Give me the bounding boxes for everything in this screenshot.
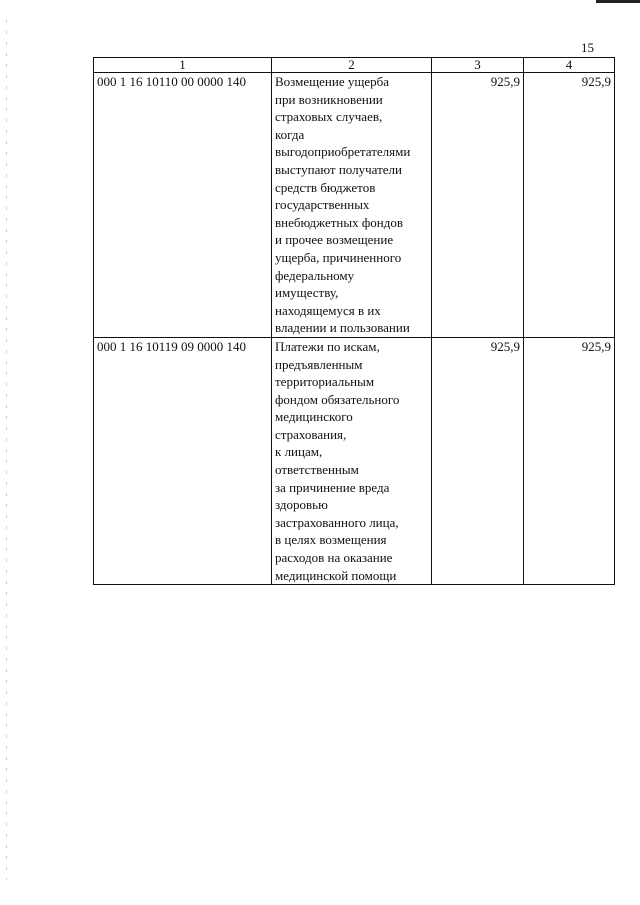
amount-col-4: 925,9 bbox=[524, 73, 615, 338]
description-line: застрахованного лица, bbox=[275, 514, 399, 530]
description-line: страховых случаев, bbox=[275, 109, 383, 125]
description-line: ущерба, причиненного bbox=[275, 249, 402, 265]
description-line: когда bbox=[275, 126, 305, 142]
description-line: за причинение вреда bbox=[275, 479, 390, 495]
description-line: расходов на оказание bbox=[275, 550, 393, 566]
description-line: выступают получатели bbox=[275, 161, 402, 177]
description-cell bbox=[272, 73, 432, 338]
description-line: страхования, bbox=[275, 426, 347, 442]
description-line: федеральному bbox=[275, 267, 355, 283]
table-row bbox=[94, 337, 615, 584]
description-line: государственных bbox=[275, 197, 370, 213]
description-line: в целях возмещения bbox=[275, 532, 387, 548]
header-col-3: 3 bbox=[432, 58, 524, 73]
description-line: медицинской помощи bbox=[275, 567, 397, 583]
scan-edge-artifact bbox=[6, 20, 7, 880]
description-line: имуществу, bbox=[275, 285, 339, 301]
budget-revenue-table bbox=[93, 57, 615, 585]
description-line: территориальным bbox=[275, 374, 375, 390]
amount-col-3: 925,9 bbox=[432, 73, 524, 338]
budget-code-cell: 000 1 16 10119 09 0000 140 bbox=[94, 337, 272, 584]
description-line: здоровью bbox=[275, 497, 328, 513]
description-line: при возникновении bbox=[275, 91, 383, 107]
description-line: находящемуся в их bbox=[275, 302, 381, 318]
description-line: предъявленным bbox=[275, 356, 363, 372]
description-line: медицинского bbox=[275, 409, 353, 425]
page-number: 15 bbox=[581, 40, 594, 55]
header-col-1: 1 bbox=[94, 58, 272, 73]
header-row bbox=[94, 58, 615, 73]
amount-col-3: 925,9 bbox=[432, 337, 524, 584]
description-line: внебюджетных фондов bbox=[275, 214, 403, 230]
header-col-4: 4 bbox=[524, 58, 615, 73]
description-line: средств бюджетов bbox=[275, 179, 376, 195]
table-row bbox=[94, 73, 615, 338]
description-cell bbox=[272, 337, 432, 584]
description-line: ответственным bbox=[275, 462, 359, 478]
description-line: выгодоприобретателями bbox=[275, 144, 411, 160]
scan-corner-mark bbox=[596, 0, 640, 3]
description-line: к лицам, bbox=[275, 444, 323, 460]
description-line: владении и пользовании bbox=[275, 320, 410, 336]
description-line: фондом обязательного bbox=[275, 391, 400, 407]
description-line: Платежи по искам, bbox=[275, 338, 380, 354]
amount-col-4: 925,9 bbox=[524, 337, 615, 584]
description-line: и прочее возмещение bbox=[275, 232, 394, 248]
description-line: Возмещение ущерба bbox=[275, 74, 389, 89]
header-col-2: 2 bbox=[272, 58, 432, 73]
budget-code-cell: 000 1 16 10110 00 0000 140 bbox=[94, 73, 272, 338]
